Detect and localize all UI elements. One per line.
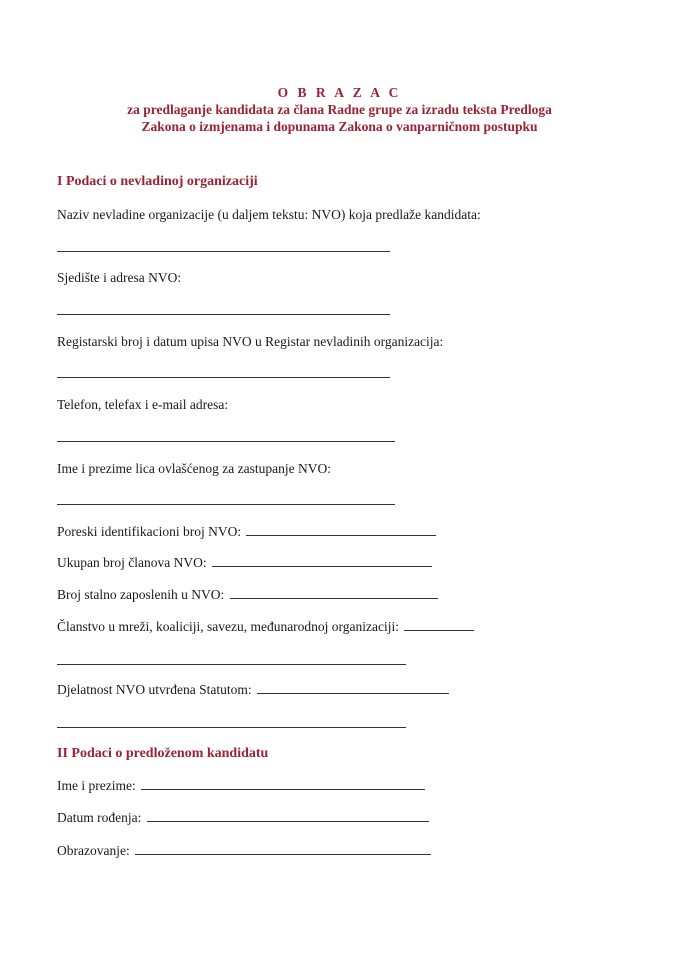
pib-row	[57, 523, 436, 541]
ime-row	[57, 777, 425, 795]
form-subtitle-line-1: za predlaganje kandidata za člana Radne grupe za izradu teksta Predloga	[127, 102, 552, 117]
clanovi-input-line[interactable]	[212, 554, 432, 567]
clanovi-label: Ukupan broj članova NVO:	[57, 555, 207, 570]
djelatnost-label: Djelatnost NVO utvrđena Statutom:	[57, 682, 252, 697]
sjediste-input-line[interactable]	[57, 314, 390, 315]
zaposleni-input-line[interactable]	[230, 586, 438, 599]
djelatnost-input-line-2[interactable]	[57, 727, 406, 728]
clanstvo-row	[57, 618, 474, 636]
obrazovanje-input-line[interactable]	[135, 842, 431, 855]
clanstvo-input-line-2[interactable]	[57, 664, 406, 665]
datum-input-line[interactable]	[147, 809, 429, 822]
clanstvo-input-line[interactable]	[404, 618, 474, 631]
zastupnik-label: Ime i prezime lica ovlašćenog za zastupanje NVO:	[57, 461, 332, 476]
form-subtitle-line-2: Zakona o izmjenama i dopunama Zakona o vanparničnom postupku	[141, 119, 538, 134]
sjediste-label: Sjedište i adresa NVO:	[57, 270, 182, 285]
registarski-input-line[interactable]	[57, 377, 390, 378]
obrazovanje-label: Obrazovanje:	[57, 843, 130, 858]
djelatnost-row	[57, 681, 449, 699]
naziv-input-line[interactable]	[57, 251, 390, 252]
ime-input-line[interactable]	[141, 777, 425, 790]
datum-label: Datum rođenja:	[57, 810, 142, 825]
datum-row	[57, 809, 429, 827]
pib-label: Poreski identifikacioni broj NVO:	[57, 524, 242, 539]
form-title-block	[0, 84, 679, 135]
section-2-heading: II Podaci o predloženom kandidatu	[57, 746, 269, 761]
pib-input-line[interactable]	[246, 523, 436, 536]
telefon-input-line[interactable]	[57, 441, 395, 442]
registarski-label: Registarski broj i datum upisa NVO u Registar nevladinih organizacija:	[57, 334, 444, 349]
zastupnik-input-line[interactable]	[57, 504, 395, 505]
djelatnost-input-line[interactable]	[257, 681, 449, 694]
clanstvo-label: Članstvo u mreži, koaliciji, savezu, međunarodnoj organizaciji:	[57, 619, 400, 634]
naziv-label: Naziv nevladine organizacije (u daljem tekstu: NVO) koja predlaže kandidata:	[57, 207, 481, 222]
form-title: O B R A Z A C	[277, 85, 402, 100]
clanovi-row	[57, 554, 432, 572]
obrazovanje-row	[57, 842, 431, 860]
zaposleni-label: Broj stalno zaposlenih u NVO:	[57, 587, 225, 602]
section-1-heading: I Podaci o nevladinoj organizaciji	[57, 174, 258, 189]
ime-label: Ime i prezime:	[57, 778, 136, 793]
zaposleni-row	[57, 586, 438, 604]
telefon-label: Telefon, telefax i e-mail adresa:	[57, 397, 229, 412]
